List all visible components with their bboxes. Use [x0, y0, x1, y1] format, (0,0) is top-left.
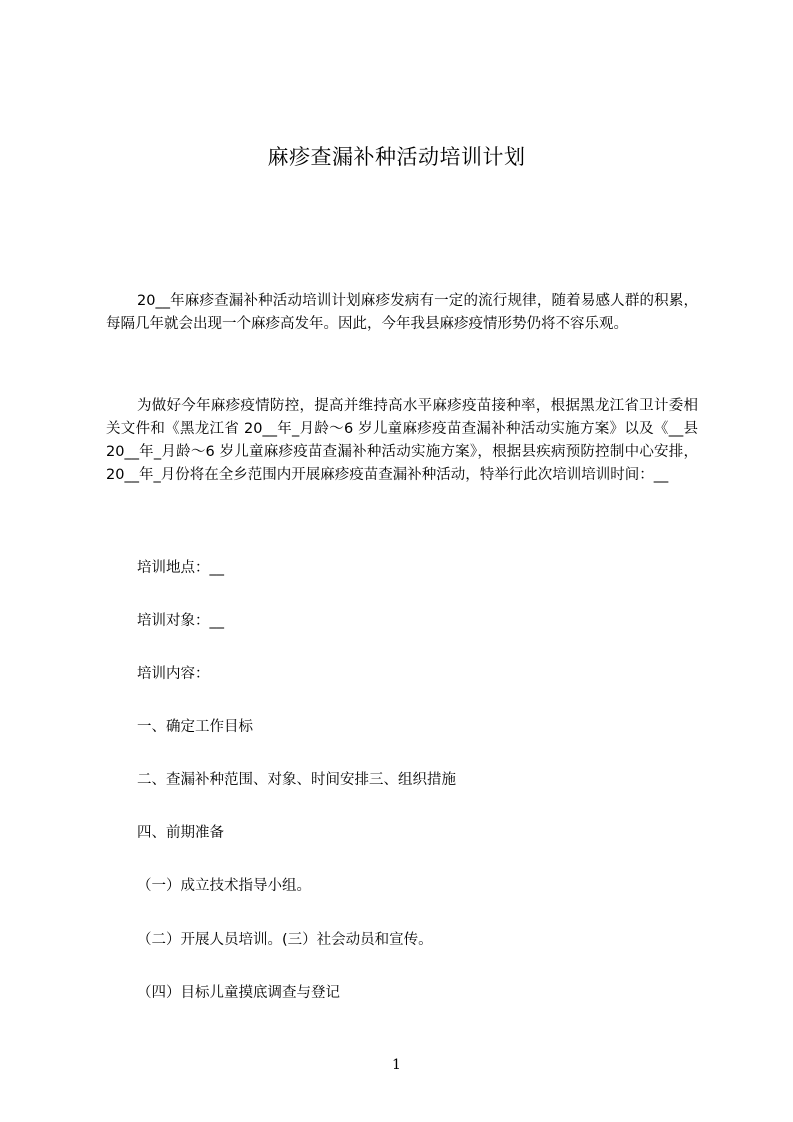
- subsection-item-2: （二）开展人员培训。(三）社会动员和宣传。: [137, 932, 433, 948]
- section-heading-2: 二、查漏补种范围、对象、时间安排三、组织措施: [137, 772, 456, 788]
- background-paragraph: 为做好今年麻疹疫情防控，提高并维持高水平麻疹疫苗接种率，根据黑龙江省卫计委相关文件和《黑龙江省 20__年_月龄～6 岁儿童麻疹疫苗查漏补种活动实施方案》以及《__县 20__年_月龄～6 岁儿童麻疹疫苗查漏补种活动实施方案》，根据县疾病预防控制中心安排，20__年_月份将在全乡范围内开展麻疹疫苗查漏补种活动，特举行此次培训培训时间：__: [106, 398, 698, 483]
- section-heading-1: 一、确定工作目标: [137, 719, 253, 735]
- training-audience: 培训对象：__: [137, 613, 224, 629]
- section-heading-4: 四、前期准备: [137, 825, 224, 841]
- subsection-item-1: （一）成立技术指导小组。: [137, 878, 311, 894]
- page-number: 1: [392, 1057, 401, 1073]
- intro-paragraph: 20__年麻疹查漏补种活动培训计划麻疹发病有一定的流行规律，随着易感人群的积累，每隔几年就会出现一个麻疹高发年。因此，今年我县麻疹疫情形势仍将不容乐观。: [106, 293, 698, 332]
- page-title: 麻疹查漏补种活动培训计划: [267, 145, 526, 169]
- subsection-item-4: （四）目标儿童摸底调查与登记: [137, 985, 340, 1001]
- training-content-heading: 培训内容：: [137, 666, 210, 682]
- training-location: 培训地点：__: [137, 560, 224, 576]
